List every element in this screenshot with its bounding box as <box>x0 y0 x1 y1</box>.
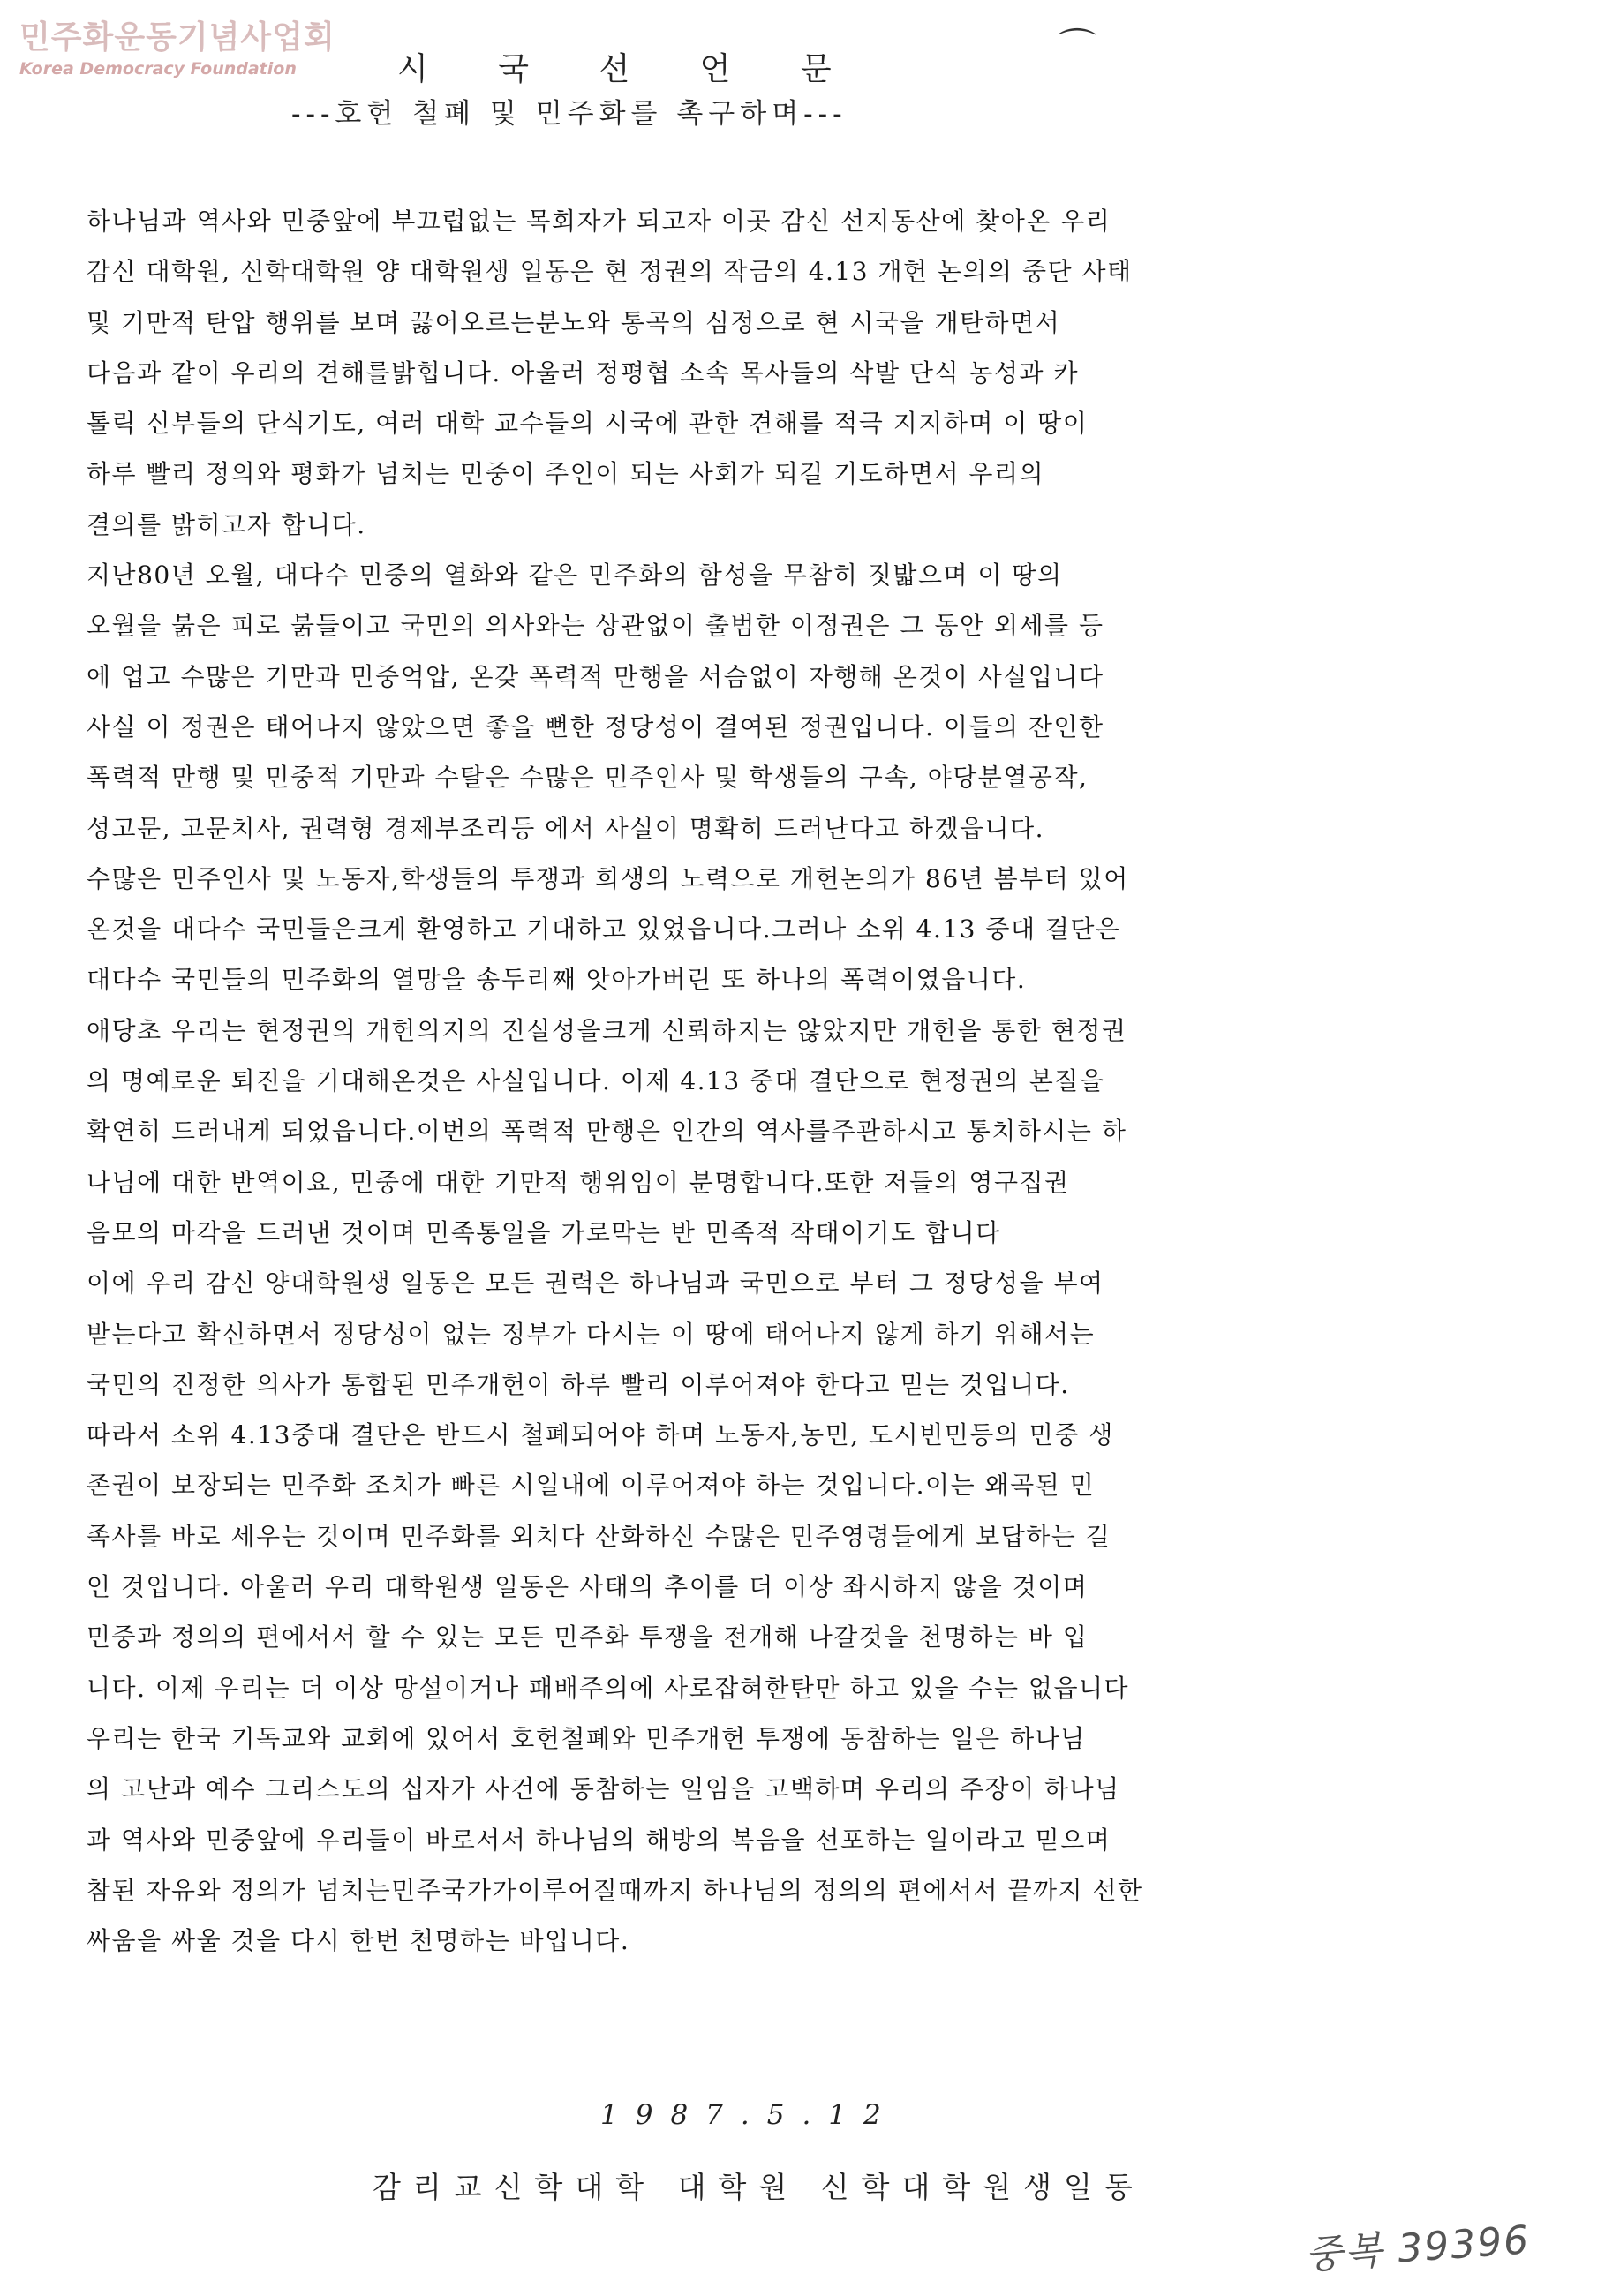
declaration-body <box>87 196 1234 1966</box>
document-date: 1987.5.12 <box>600 2099 899 2131</box>
body-line: 성고문, 고문치사, 권력형 경제부조리등 에서 사실이 명확히 드러난다고 하겠읍니다. <box>87 813 1045 843</box>
body-line: 결의를 밝히고자 합니다. <box>87 509 366 539</box>
body-line: 족사를 바로 세우는 것이며 민주화를 외치다 산화하신 수많은 민주영령들에게 보답하는 길 <box>87 1521 1111 1551</box>
archive-number: 중복 39396 <box>1303 2217 1532 2278</box>
body-line: 다음과 같이 우리의 견해를밝힙니다. 아울러 정평협 소속 목사들의 삭발 단식 농성과 카 <box>87 358 1079 388</box>
body-line: 대다수 국민들의 민주화의 열망을 송두리째 앗아가버린 또 하나의 폭력이였읍니다. <box>87 965 1027 995</box>
body-line: 니다. 이제 우리는 더 이상 망설이거나 패배주의에 사로잡혀한탄만 하고 있을 수는 없읍니다 <box>87 1673 1130 1703</box>
body-line: 이에 우리 감신 양대학원생 일동은 모든 권력은 하나님과 국민으로 부터 그 정당성을 부여 <box>87 1268 1104 1299</box>
body-line: 국민의 진정한 의사가 통합된 민주개헌이 하루 빨리 이루어져야 한다고 믿는 것입니다. <box>87 1369 1070 1399</box>
body-line: 나님에 대한 반역이요, 민중에 대한 기만적 행위임이 분명합니다.또한 저들의 영구집권 <box>87 1167 1070 1197</box>
body-line: 감신 대학원, 신학대학원 양 대학원생 일동은 현 정권의 작금의 4.13 개헌 논의의 중단 사태 <box>87 257 1133 287</box>
body-line: 따라서 소위 4.13중대 결단은 반드시 철폐되어야 하며 노동자,농민, 도시빈민등의 민중 생 <box>87 1420 1114 1450</box>
body-line: 참된 자유와 정의가 넘치는민주국가가이루어질때까지 하나님의 정의의 편에서서 끝까지 선한 <box>87 1875 1143 1905</box>
foundation-watermark <box>19 12 335 79</box>
body-line: 우리는 한국 기독교와 교회에 있어서 호헌철폐와 민주개헌 투쟁에 동참하는 일은 하나님 <box>87 1723 1086 1753</box>
body-line: 의 고난과 예수 그리스도의 십자가 사건에 동참하는 일임을 고백하며 우리의 주장이 하나님 <box>87 1774 1120 1804</box>
body-line: 및 기만적 탄압 행위를 보며 끓어오르는분노와 통곡의 심정으로 현 시국을 개탄하면서 <box>87 307 1061 337</box>
watermark-english: Korea Democracy Foundation <box>19 59 297 79</box>
body-line: 애당초 우리는 현정권의 개헌의지의 진실성을크게 신뢰하지는 않았지만 개헌을 통한 현정권 <box>87 1015 1127 1045</box>
body-line: 과 역사와 민중앞에 우리들이 바로서서 하나님의 해방의 복음을 선포하는 일이라고 믿으며 <box>87 1825 1111 1855</box>
document-subtitle: ---호헌 철폐 및 민주화를 촉구하며--- <box>291 98 848 130</box>
body-line: 하루 빨리 정의와 평화가 넘치는 민중이 주인이 되는 사회가 되길 기도하면서 우리의 <box>87 459 1045 489</box>
body-line: 민중과 정의의 편에서서 할 수 있는 모든 민주화 투쟁을 전개해 나갈것을 천명하는 바 입 <box>87 1622 1089 1652</box>
body-line: 톨릭 신부들의 단식기도, 여러 대학 교수들의 시국에 관한 견해를 적극 지지하며 이 땅이 <box>87 409 1089 439</box>
body-line: 수많은 민주인사 및 노동자,학생들의 투쟁과 희생의 노력으로 개헌논의가 86년 봄부터 있어 <box>87 863 1129 893</box>
body-line: 받는다고 확신하면서 정당성이 없는 정부가 다시는 이 땅에 태어나지 않게 하기 위해서는 <box>87 1319 1096 1349</box>
body-line: 하나님과 역사와 민중앞에 부끄럽없는 목회자가 되고자 이곳 감신 선지동산에 찾아온 우리 <box>87 207 1111 236</box>
body-line: 지난80년 오월, 대다수 민중의 열화와 같은 민주화의 함성을 무참히 짓밟으며 이 땅의 <box>87 561 1063 591</box>
document-title: 시 국 선 언 문 <box>397 51 862 87</box>
body-line: 오월을 붉은 피로 붉들이고 국민의 의사와는 상관없이 출범한 이정권은 그 동안 외세를 등 <box>87 611 1104 641</box>
body-line: 의 명예로운 퇴진을 기대해온것은 사실입니다. 이제 4.13 중대 결단으로 현정권의 본질을 <box>87 1066 1105 1096</box>
corner-pen-mark: ⌒ <box>1058 26 1096 71</box>
body-line: 존권이 보장되는 민주화 조치가 빠른 시일내에 이루어져야 하는 것입니다.이는 왜곡된 민 <box>87 1471 1096 1501</box>
body-line: 인 것입니다. 아울러 우리 대학원생 일동은 사태의 추이를 더 이상 좌시하지 않을 것이며 <box>87 1572 1089 1602</box>
body-line: 확연히 드러내게 되었읍니다.이번의 폭력적 만행은 인간의 역사를주관하시고 통치하시는 하 <box>87 1117 1127 1147</box>
watermark-korean: 민주화운동기념사업회 <box>19 19 335 56</box>
body-line: 온것을 대다수 국민들은크게 환영하고 기대하고 있었읍니다.그러나 소위 4.13 중대 결단은 <box>87 915 1121 945</box>
body-line: 폭력적 만행 및 민중적 기만과 수탈은 수많은 민주인사 및 학생들의 구속, 야당분열공작, <box>87 763 1089 793</box>
signatory: 감리교신학대학 대학원 신학대학원생일동 <box>373 2170 1145 2204</box>
body-line: 사실 이 정권은 태어나지 않았으면 좋을 뻔한 정당성이 결여된 정권입니다. 이들의 잔인한 <box>87 711 1104 741</box>
body-line: 싸움을 싸울 것을 다시 한번 천명하는 바입니다. <box>87 1926 630 1956</box>
body-line: 음모의 마각을 드러낸 것이며 민족통일을 가로막는 반 민족적 작태이기도 합니다 <box>87 1217 1001 1247</box>
body-line: 에 업고 수많은 기만과 민중억압, 온갖 폭력적 만행을 서슴없이 자행해 온것이 사실입니다 <box>87 661 1104 691</box>
